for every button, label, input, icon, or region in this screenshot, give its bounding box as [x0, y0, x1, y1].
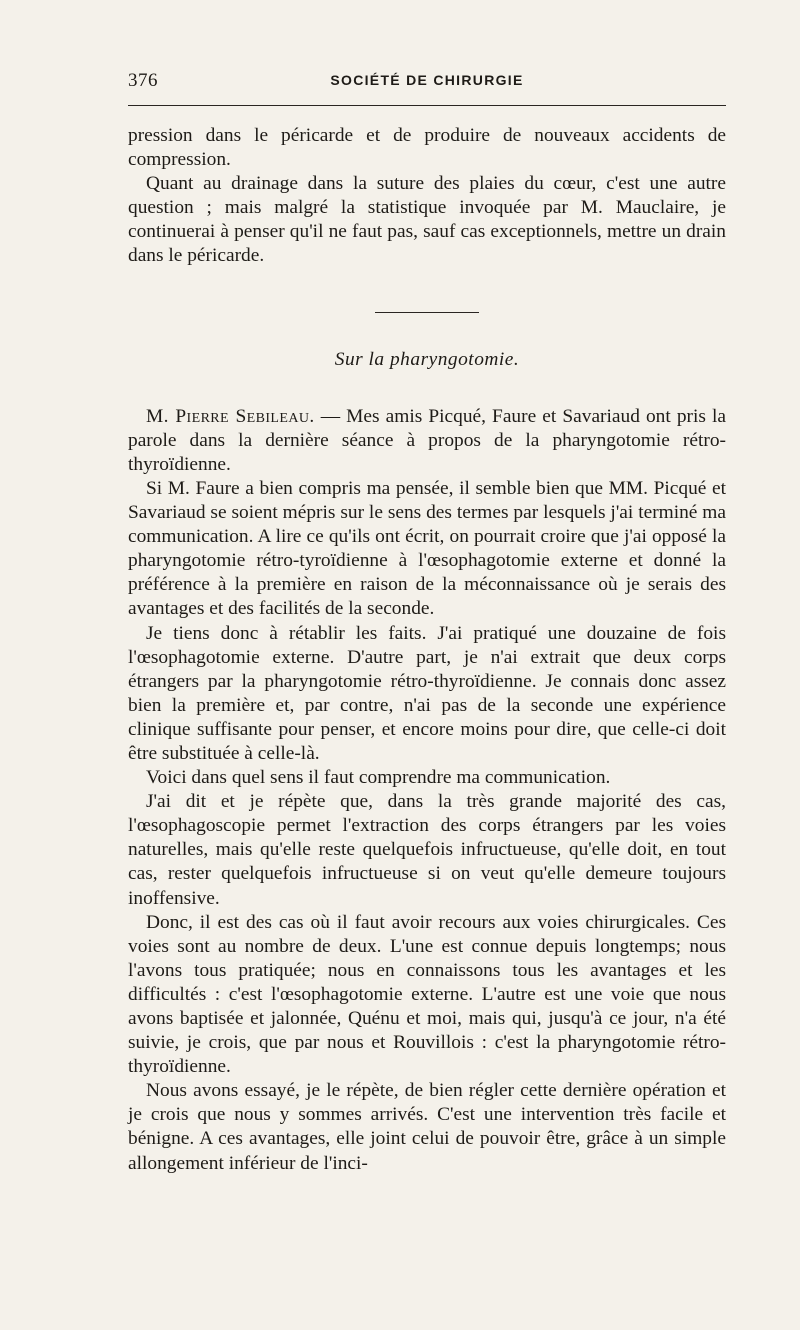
paragraph: Je tiens donc à rétablir les faits. J'ai pratiqué une douzaine de fois l'œsophagotomie externe. D'autre part, je n'ai extrait que deux corps étrangers par la pharyngotomie rétro-thyroïdienne. Je connais donc assez bien la première et, par contre, n'ai pas de la seconde une expérience clinique suffisante pour penser, et encore moins pour dire, que celle-ci doit être substituée à celle-là.	[128, 622, 726, 764]
paragraph: pression dans le péricarde et de produire de nouveaux accidents de compression.	[128, 125, 726, 171]
page-body	[128, 124, 726, 1176]
header-rule	[128, 105, 726, 106]
page-number: 376	[128, 70, 158, 91]
paragraph: J'ai dit et je répète que, dans la très grande majorité des cas, l'œsophagoscopie permet l'extraction des corps étrangers par les voies naturelles, mais qu'elle reste quelquefois infructueuse, qu'elle doit, en tout cas, rester quelquefois infructueuse si on veut qu'elle demeure toujours inoffensive.	[128, 791, 726, 909]
paragraph: Quant au drainage dans la suture des plaies du cœur, c'est une autre question ; mais malgré la statistique invoquée par M. Mauclaire, je continuerai à penser qu'il ne faut pas, sauf cas exceptionnels, mettre un drain dans le péricarde.	[128, 173, 726, 267]
paragraph	[128, 405, 726, 477]
section-title: Sur la pharyngotomie.	[334, 348, 520, 370]
paragraph: Si M. Faure a bien compris ma pensée, il semble bien que MM. Picqué et Savariaud se soient mépris sur le sens des termes par lesquels j'ai terminé ma communication. A lire ce qu'ils ont écrit, on pourrait croire que j'ai opposé la pharyngotomie rétro-tyroïdienne à l'œsophagotomie externe et donné la préférence à la première en raison de la méconnaissance où je serais des avantages et des facilités de la seconde.	[128, 477, 726, 620]
paragraph: Voici dans quel sens il faut comprendre ma communication.	[146, 767, 611, 789]
section-divider	[375, 312, 479, 313]
running-title: SOCIÉTÉ DE CHIRURGIE	[330, 72, 524, 88]
paragraph: Donc, il est des cas où il faut avoir recours aux voies chirurgicales. Ces voies sont au nombre de deux. L'une est connue depuis longtemps; nous l'avons tous pratiquée; nous en connaissons tous les avantages et les difficultés : c'est l'œsophagotomie externe. L'autre est une voie que nous avons baptisée et jalonnée, Quénu et moi, mais qui, jusqu'à ce jour, n'a été suivie, je crois, que par nous et Rouvillois : c'est la pharyngotomie rétro-thyroïdienne.	[128, 911, 726, 1078]
speaker-name: M. Pierre Sebileau.	[146, 405, 315, 427]
paragraph-text: — Mes amis Picqué, Faure et Savariaud ont pris la parole dans la dernière séance à propos de la pharyngotomie rétro-thyroïdienne.	[128, 405, 726, 475]
paragraph: Nous avons essayé, je le répète, de bien régler cette dernière opération et je crois que nous y sommes arrivés. C'est une intervention très facile et bénigne. A ces avantages, elle joint celui de pouvoir être, grâce à un simple allongement inférieur de l'inci-	[128, 1080, 726, 1174]
page-header	[128, 70, 726, 100]
